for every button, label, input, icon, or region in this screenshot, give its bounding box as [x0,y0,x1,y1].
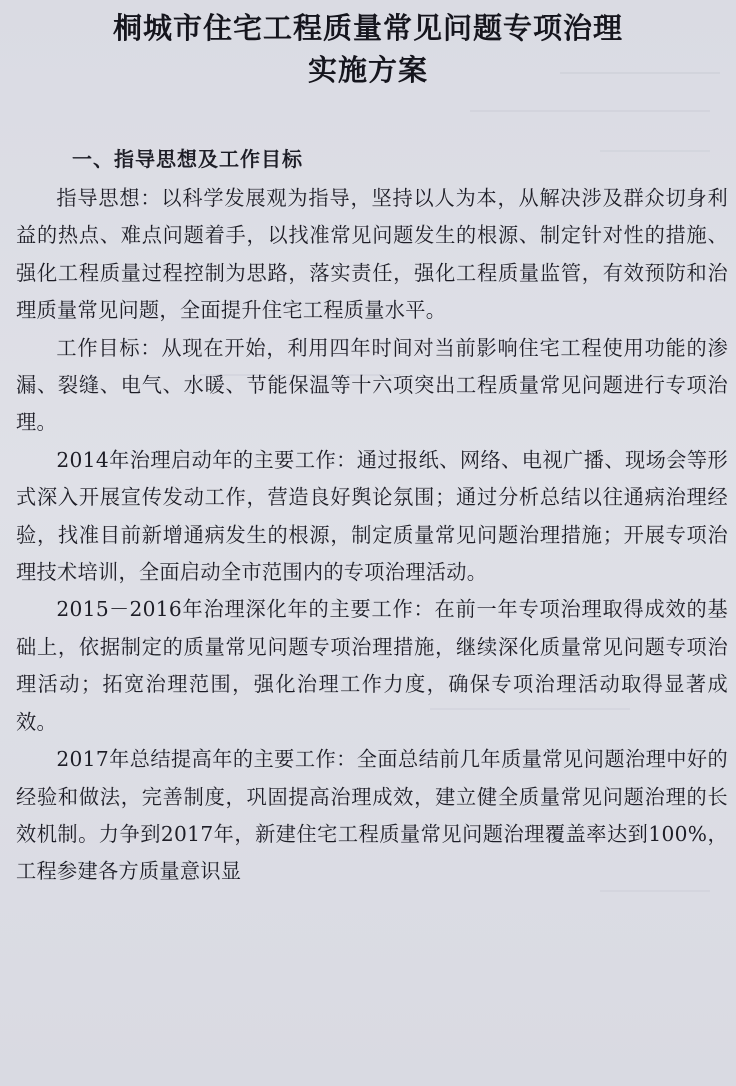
section-heading: 一、指导思想及工作目标 [72,147,303,171]
bleed-through-mark [600,150,710,162]
paragraph-2017-work: 2017年总结提高年的主要工作：全面总结前几年质量常见问题治理中好的经验和做法，完善制度，巩固提高治理成效，建立健全质量常见问题治理的长效机制。力争到2017年，新建住宅工程质量常见问题治理覆盖率达到100%，工程参建各方质量意识显 [16,747,728,884]
paragraph-guiding-ideology: 指导思想：以科学发展观为指导，坚持以人为本，从解决涉及群众切身利益的热点、难点问题着手，以找准常见问题发生的根源、制定针对性的措施、强化工程质量过程控制为思路，落实责任，强化工程质量监管，有效预防和治理质量常见问题，全面提升住宅工程质量水平。 [16,186,728,323]
document-subtitle: 实施方案 [307,53,428,87]
document-body [16,180,728,891]
paragraph-2014-work: 2014年治理启动年的主要工作：通过报纸、网络、电视广播、现场会等形式深入开展宣传发动工作，营造良好舆论氛围；通过分析总结以往通病治理经验，找准目前新增通病发生的根源，制定质量常见问题治理措施；开展专项治理技术培训，全面启动全市范围内的专项治理活动。 [16,447,728,585]
paragraph-work-goal: 工作目标：从现在开始，利用四年时间对当前影响住宅工程使用功能的渗漏、裂缝、电气、水暖、节能保温等十六项突出工程质量常见问题进行专项治理。 [16,335,728,435]
document-title: 桐城市住宅工程质量常见问题专项治理 [112,11,623,45]
bleed-through-mark [600,890,710,902]
bleed-through-mark [470,110,710,122]
paragraph-2015-2016-work: 2015－2016年治理深化年的主要工作：在前一年专项治理取得成效的基础上，依据制定的质量常见问题专项治理措施，继续深化质量常见问题专项治理活动；拓宽治理范围，强化治理工作力度，确保专项治理活动取得显著成效。 [16,597,728,734]
